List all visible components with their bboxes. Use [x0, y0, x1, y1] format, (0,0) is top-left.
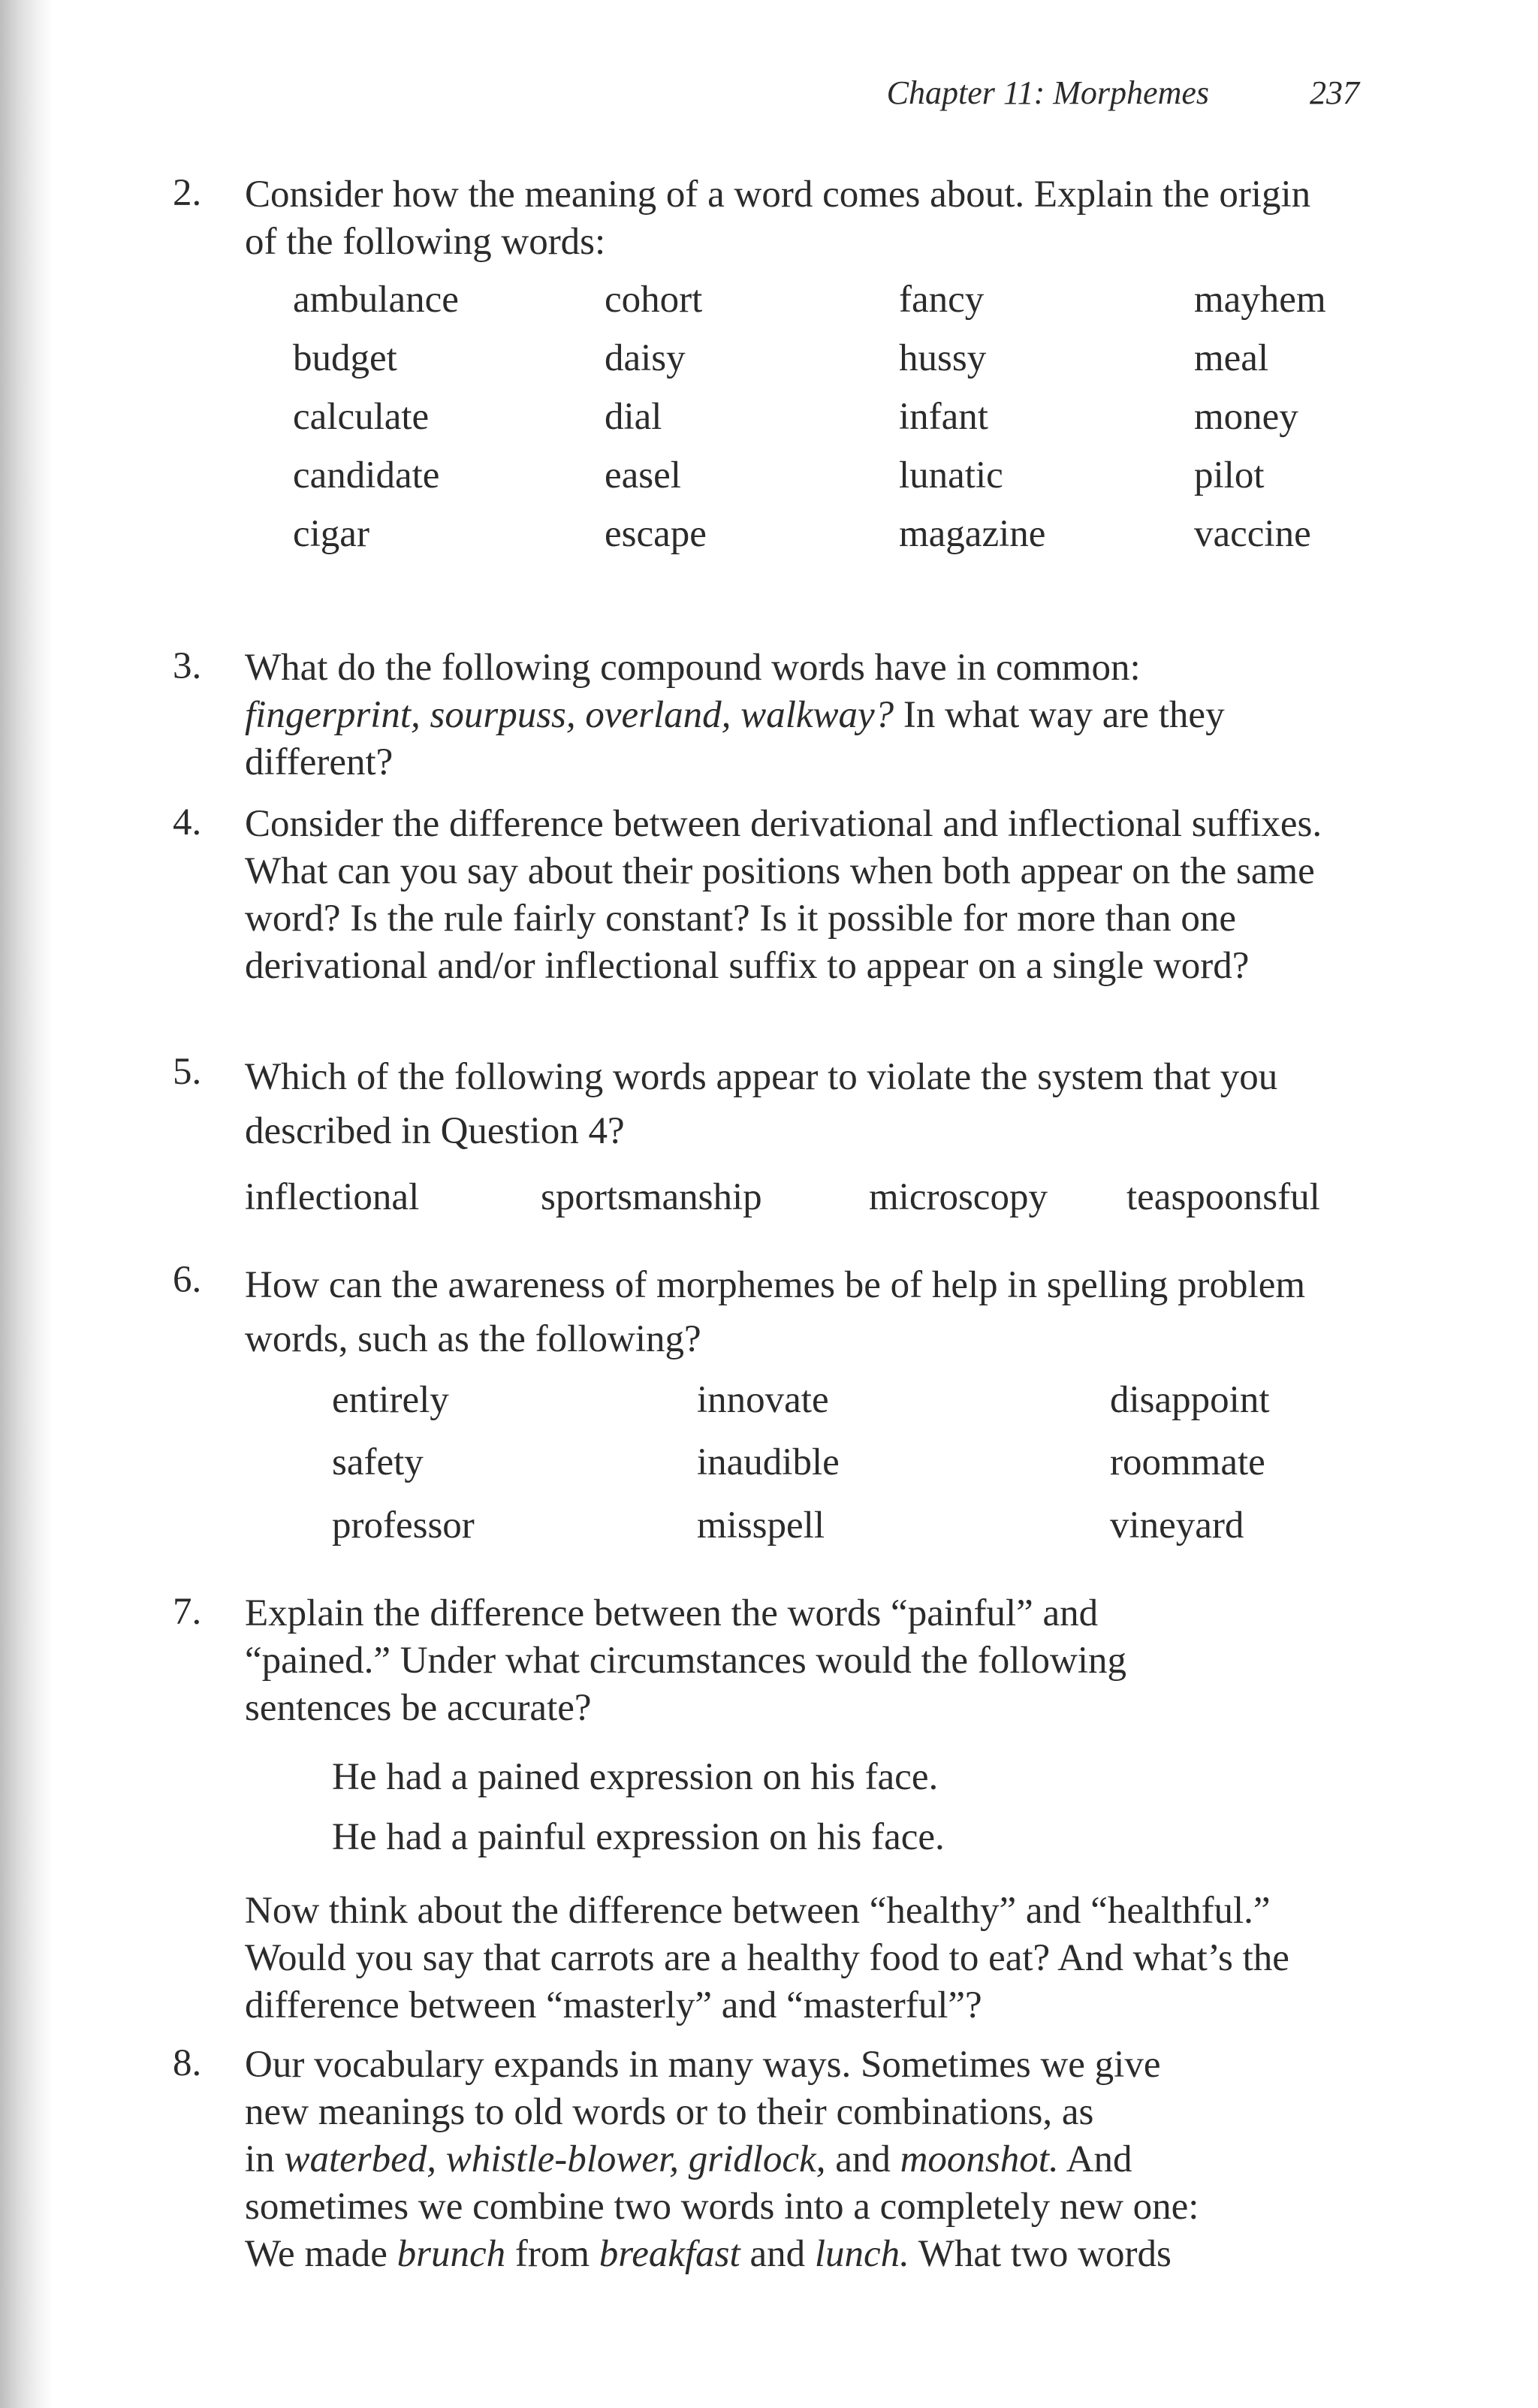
- word: calculate: [293, 396, 430, 438]
- word: disappoint: [1110, 1379, 1270, 1421]
- question-text: Consider the difference between derivational and inflectional suffixes. What can you say about their positions when both appear on the same word? Is the rule fairly constant? Is it possible for more than one derivational and/or inflectional suffix to appear on a single word?: [245, 803, 1322, 987]
- italic-word: breakfast: [599, 2233, 740, 2275]
- word: meal: [1194, 337, 1269, 379]
- word: pilot: [1194, 454, 1265, 496]
- word: entirely: [332, 1379, 449, 1421]
- word: sportsmanship: [541, 1176, 762, 1218]
- word: easel: [605, 454, 681, 496]
- question-number: 2.: [173, 172, 202, 214]
- word: hussy: [899, 337, 987, 379]
- word: fancy: [899, 279, 985, 321]
- question-number: 5.: [173, 1051, 202, 1093]
- italic-example: moonshot.: [900, 2138, 1059, 2180]
- word: lunatic: [899, 454, 1003, 496]
- text-line: in waterbed, whistle-blower, gridlock, and moonshot. And: [245, 2138, 1132, 2180]
- page-gutter-shadow: [0, 0, 53, 2408]
- word: cohort: [605, 279, 703, 321]
- question-number: 3.: [173, 645, 202, 687]
- question-number: 7.: [173, 1591, 202, 1633]
- text-line: sometimes we combine two words into a completely new one:: [245, 2186, 1199, 2228]
- italic-examples: waterbed, whistle-blower, gridlock,: [284, 2138, 826, 2180]
- text-line: What do the following compound words have in common:: [245, 647, 1141, 689]
- page-number: 237: [1310, 74, 1359, 111]
- question-text: Consider how the meaning of a word comes about. Explain the origin of the following words:: [245, 174, 1311, 263]
- word: teaspoonsful: [1126, 1176, 1320, 1218]
- word: inaudible: [697, 1441, 840, 1483]
- text-line: Our vocabulary expands in many ways. Sometimes we give: [245, 2044, 1161, 2086]
- italic-word: brunch: [397, 2233, 506, 2275]
- question-number: 8.: [173, 2042, 202, 2084]
- question-number: 6.: [173, 1259, 202, 1301]
- word: inflectional: [245, 1176, 420, 1218]
- word: candidate: [293, 454, 440, 496]
- followup-text: Now think about the difference between “healthy” and “healthful.” Would you say that carrots are a healthy food to eat? And what’s the difference between “masterly” and “masterful”?: [245, 1890, 1289, 2026]
- word: money: [1194, 396, 1298, 438]
- question-text: Explain the difference between the words “painful” and “pained.” Under what circumstances would the following sentences be accurate?: [245, 1592, 1127, 1729]
- word: innovate: [697, 1379, 829, 1421]
- text-line: different?: [245, 741, 394, 783]
- word: daisy: [605, 337, 686, 379]
- word: infant: [899, 396, 988, 438]
- word: vaccine: [1194, 513, 1311, 555]
- chapter-title: Chapter 11: Morphemes: [886, 74, 1209, 111]
- word: microscopy: [869, 1176, 1048, 1218]
- running-header: [781, 74, 1359, 126]
- question-number: 4.: [173, 801, 202, 843]
- italic-examples: fingerprint, sourpuss, overland, walkway?: [245, 694, 894, 736]
- text-line: We made brunch from breakfast and lunch. What two words: [245, 2233, 1172, 2275]
- word: cigar: [293, 513, 369, 555]
- word: misspell: [697, 1504, 825, 1546]
- example-sentence: He had a pained expression on his face.: [332, 1756, 939, 1798]
- question-text: [245, 644, 1349, 786]
- example-sentence: He had a painful expression on his face.: [332, 1816, 945, 1858]
- word: safety: [332, 1441, 424, 1483]
- question-text: Which of the following words appear to violate the system that you described in Question 4?: [245, 1056, 1278, 1152]
- word: dial: [605, 396, 662, 438]
- word: vineyard: [1110, 1504, 1244, 1546]
- word: ambulance: [293, 279, 459, 321]
- word: magazine: [899, 513, 1046, 555]
- word: escape: [605, 513, 707, 555]
- text-line: new meanings to old words or to their combinations, as: [245, 2091, 1094, 2133]
- text-line: fingerprint, sourpuss, overland, walkway? In what way are they: [245, 694, 1225, 736]
- italic-word: lunch.: [814, 2233, 909, 2275]
- word: professor: [332, 1504, 475, 1546]
- word: budget: [293, 337, 397, 379]
- word: mayhem: [1194, 279, 1326, 321]
- word: roommate: [1110, 1441, 1265, 1483]
- question-text: How can the awareness of morphemes be of help in spelling problem words, such as the following?: [245, 1264, 1306, 1360]
- question-text: [245, 2041, 1349, 2278]
